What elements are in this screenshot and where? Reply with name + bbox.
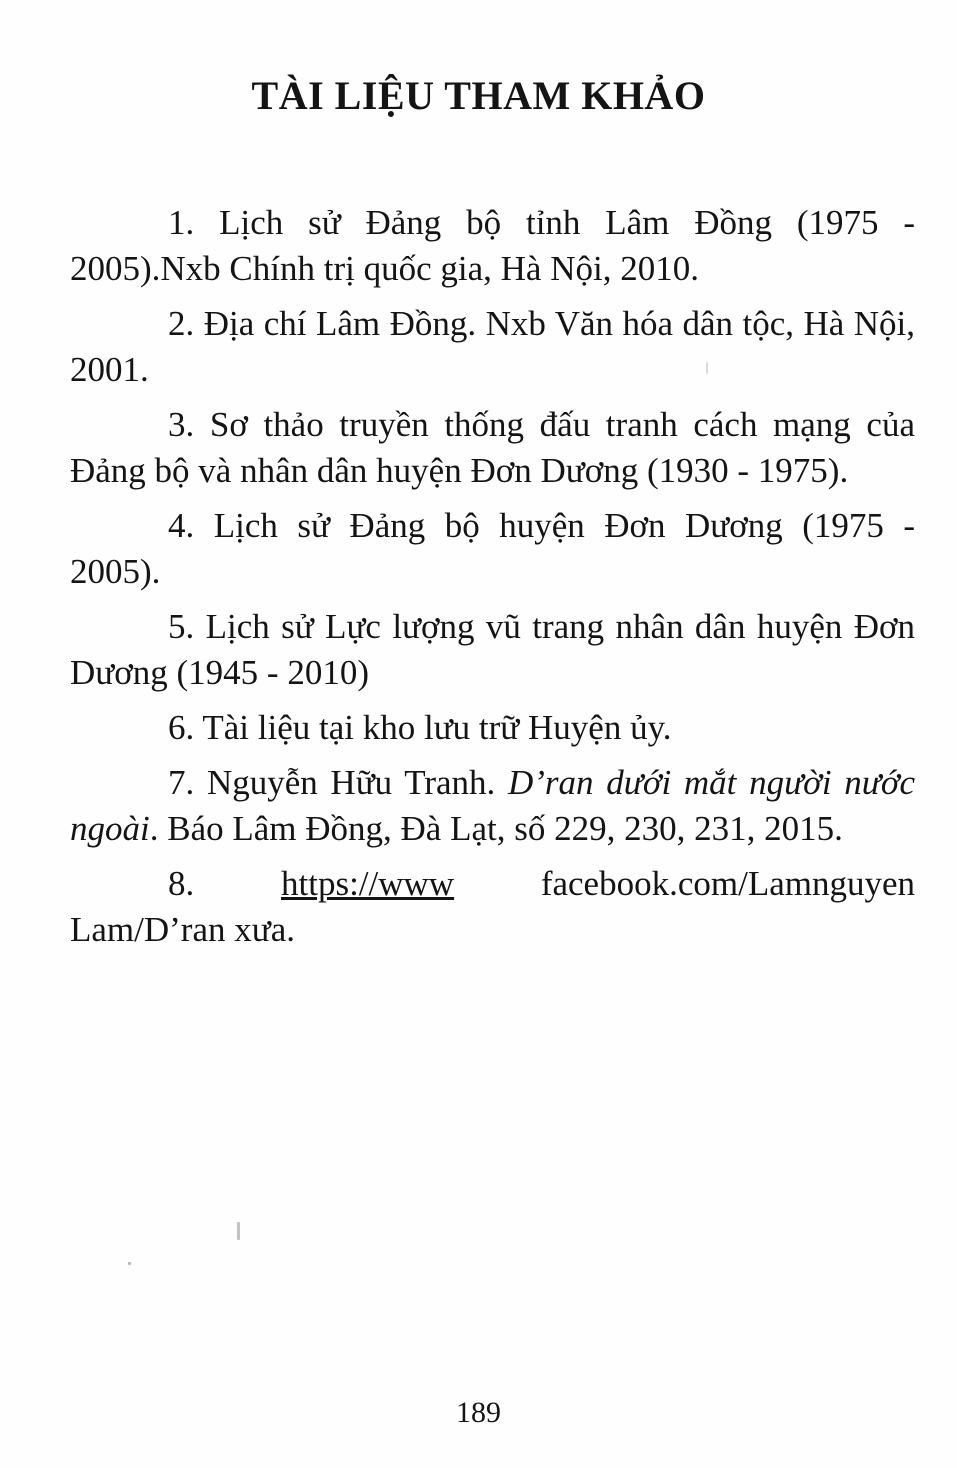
- reference-number: 5.: [168, 607, 195, 646]
- reference-link-rest: facebook.com/Lamnguyen: [540, 864, 915, 903]
- reference-item-6: [70, 705, 915, 751]
- reference-item-7: [70, 760, 915, 852]
- scan-speck: [237, 1222, 240, 1240]
- reference-link[interactable]: https://www: [281, 864, 455, 903]
- reference-line: [70, 861, 915, 907]
- reference-item-1: [70, 200, 915, 292]
- reference-item-8: [70, 861, 915, 953]
- reference-number: 1.: [168, 203, 195, 242]
- page-title: TÀI LIỆU THAM KHẢO: [251, 73, 706, 118]
- reference-author: Nguyễn Hữu Tranh.: [206, 763, 496, 802]
- reference-item-2: [70, 301, 915, 393]
- reference-number: 3.: [168, 405, 195, 444]
- reference-item-5: [70, 604, 915, 696]
- reference-text: . Báo Lâm Đồng, Đà Lạt, số 229, 230, 231, 2015.: [149, 809, 843, 848]
- reference-work-title: D’ran dưới mắt người nước ngoài: [70, 763, 916, 848]
- reference-text: Địa chí Lâm Đồng. Nxb Văn hóa dân tộc, Hà Nội, 2001.: [70, 304, 916, 389]
- page-number: 189: [456, 1396, 501, 1429]
- reference-number: 8.: [168, 864, 195, 903]
- reference-text: Lịch sử Đảng bộ huyện Đơn Dương (1975 - 2005).: [70, 506, 915, 591]
- reference-text: Sơ thảo truyền thống đấu tranh cách mạng của Đảng bộ và nhân dân huyện Đơn Dương (1930 - 1975).: [70, 405, 915, 490]
- reference-number: 7.: [168, 763, 195, 802]
- reference-list: [70, 200, 915, 953]
- reference-continuation: Lam/D’ran xưa.: [70, 910, 295, 949]
- reference-item-4: [70, 503, 915, 595]
- reference-item-3: [70, 402, 915, 494]
- scan-speck: [128, 1262, 131, 1265]
- reference-number: 6.: [168, 708, 195, 747]
- reference-text: Tài liệu tại kho lưu trữ Huyện ủy.: [202, 708, 672, 747]
- scan-speck: [706, 362, 708, 374]
- reference-text: Lịch sử Đảng bộ tỉnh Lâm Đồng (1975 - 2005).Nxb Chính trị quốc gia, Hà Nội, 2010.: [70, 203, 916, 288]
- reference-number: 2.: [168, 304, 195, 343]
- reference-number: 4.: [168, 506, 195, 545]
- reference-text: Lịch sử Lực lượng vũ trang nhân dân huyện Đơn Dương (1945 - 2010): [70, 607, 916, 692]
